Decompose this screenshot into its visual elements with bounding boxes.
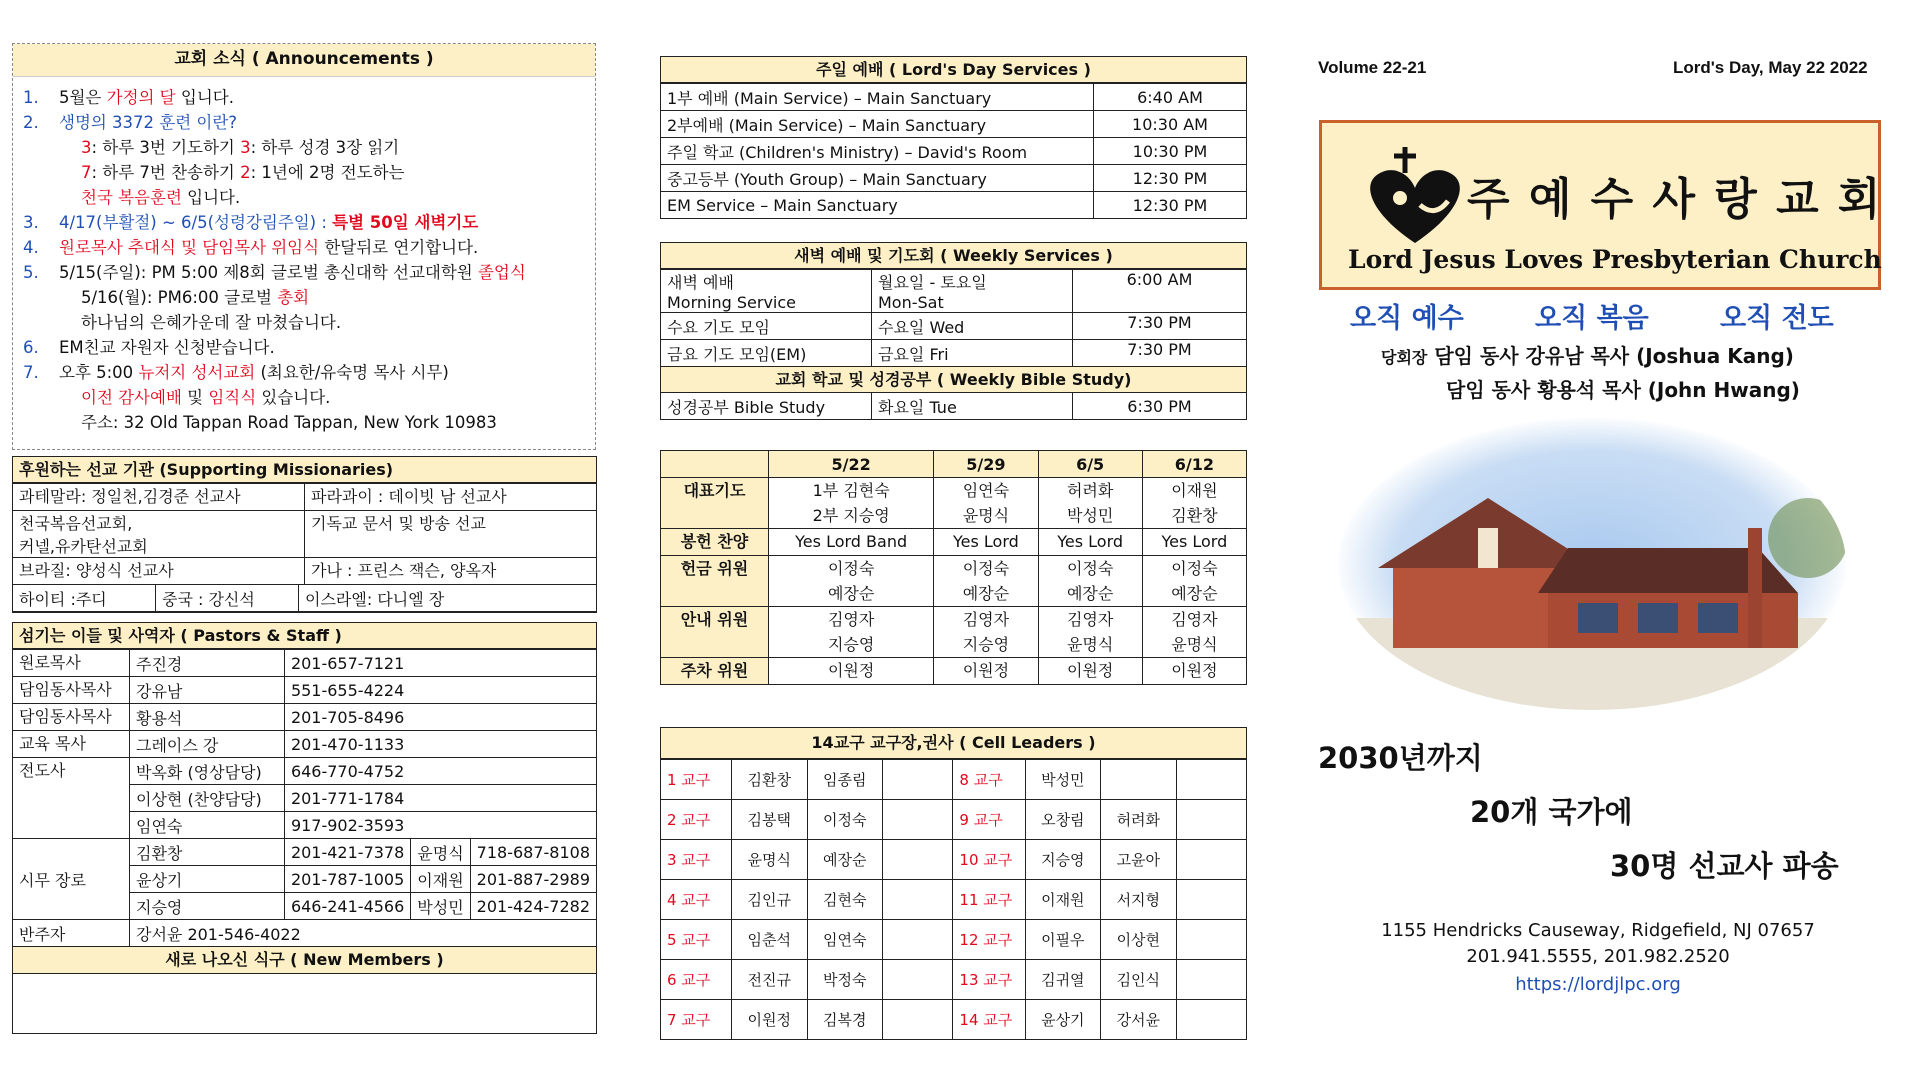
heart-cross-logo-icon (1360, 143, 1470, 253)
announcement-text: 졸업식 (477, 263, 526, 282)
volume-label: Volume 22-21 (1318, 58, 1427, 77)
duty-header-row (661, 451, 1247, 478)
announcement-text: 5/15(주일): PM 5:00 제8회 글로벌 총신대학 선교대학원 (59, 263, 478, 282)
weekly-service-name: 새벽 예배 Morning Service (661, 270, 872, 313)
bible-study-title: 교회 학교 및 성경공부 ( Weekly Bible Study) (661, 367, 1246, 393)
cell-district: 5 교구 (661, 920, 732, 960)
cell-leader (1176, 800, 1246, 840)
weekly-service-day: 금요일 Fri (872, 340, 1073, 367)
cell-leader (1176, 960, 1246, 1000)
cell-leader: 서지형 (1101, 880, 1176, 920)
cell-leader (1101, 760, 1176, 800)
announcement-line (23, 110, 595, 135)
announcement-text: 오후 5:00 (59, 363, 139, 382)
duty-cell: Yes Lord (1038, 529, 1142, 556)
bible-study-day: 화요일 Tue (872, 393, 1073, 419)
staff-phone: 201-470-1133 (284, 731, 596, 758)
announcement-text: 3 (240, 138, 251, 157)
cell-leader: 김복경 (807, 1000, 882, 1040)
weekly-service-row (661, 340, 1246, 367)
announcement-line (23, 85, 595, 110)
service-time: 12:30 PM (1094, 165, 1247, 192)
announcement-line (23, 360, 595, 385)
announcement-text: 3 (81, 138, 92, 157)
cell-district: 8 교구 (953, 760, 1025, 800)
cell-leader-row (661, 840, 1246, 880)
bible-study-name: 성경공부 Bible Study (661, 393, 872, 419)
cell-leader (1176, 840, 1246, 880)
staff-name: 강유남 (129, 677, 284, 704)
duty-cell: 이정숙 예장순 (769, 556, 934, 607)
elder-phone: 718-687-8108 (470, 839, 596, 866)
announcement-line (23, 385, 595, 410)
staff-name: 황용석 (129, 704, 284, 731)
cell-leader (1176, 1000, 1246, 1040)
cell-leader (883, 880, 953, 920)
announcement-text: 총회 (277, 288, 310, 307)
announcement-line (23, 185, 595, 210)
missionaries-box (12, 456, 597, 613)
announcement-text: 하나님의 은혜가운데 잘 마쳤습니다. (81, 313, 342, 332)
missionary-cell: 기독교 문서 및 방송 선교 (305, 511, 597, 558)
announcement-line (23, 235, 595, 260)
staff-role: 원로목사 (13, 650, 129, 677)
weekly-services-box (660, 242, 1247, 420)
missionary-cell: 하이티 :주디 (13, 585, 156, 612)
staff-phone: 201-771-1784 (284, 785, 596, 812)
cell-leader (883, 960, 953, 1000)
announcement-line (23, 160, 595, 185)
announcement-text: 주소: 32 Old Tappan Road Tappan, New York 10983 (81, 413, 497, 432)
cell-leader: 임춘석 (732, 920, 807, 960)
announcement-text: 4/17(부활절) ~ 6/5(성령강림주일) : (59, 213, 333, 232)
sunday-services-table (661, 83, 1246, 218)
cell-leaders-table (661, 759, 1246, 1039)
logo-english: Lord Jesus Loves Presbyterian Church (1348, 245, 1882, 274)
cell-leader-row (661, 800, 1246, 840)
service-name: 주일 학교 (Children's Ministry) – David's Room (661, 138, 1094, 165)
cell-leader: 윤명식 (732, 840, 807, 880)
sunday-service-row (661, 111, 1246, 138)
duty-label: 안내 위원 (661, 607, 769, 658)
cell-leader (883, 760, 953, 800)
cell-leader: 김환창 (732, 760, 807, 800)
duty-cell: 이원정 (1038, 658, 1142, 685)
sunday-service-row (661, 84, 1246, 111)
announcement-text: : 1년에 2명 전도하는 (250, 163, 405, 182)
pastor-1: 담임 동사 강유남 목사 (Joshua Kang) (1434, 344, 1794, 368)
duty-label: 봉헌 찬양 (661, 529, 769, 556)
weekly-service-day: 월요일 - 토요일 Mon-Sat (872, 270, 1073, 313)
announcement-text: 한달뒤로 연기합니다. (319, 238, 479, 257)
announcement-text: 임직식 (208, 388, 257, 407)
cell-district: 10 교구 (953, 840, 1025, 880)
duty-label: 주차 위원 (661, 658, 769, 685)
church-building-icon (1338, 418, 1846, 710)
weekly-services-table (661, 269, 1246, 367)
sunday-service-row (661, 192, 1246, 219)
cell-leader: 이필우 (1025, 920, 1100, 960)
sunday-service-row (661, 165, 1246, 192)
duty-cell: 이원정 (769, 658, 934, 685)
announcement-line (23, 285, 595, 310)
elder-phone: 201-421-7378 (284, 839, 410, 866)
weekly-service-time: 7:30 PM (1073, 313, 1247, 340)
service-time: 12:30 PM (1094, 192, 1247, 219)
church-photo (1338, 418, 1846, 710)
cell-district: 14 교구 (953, 1000, 1025, 1040)
service-time: 6:40 AM (1094, 84, 1247, 111)
motto-3: 오직 전도 (1720, 303, 1834, 334)
cell-district: 1 교구 (661, 760, 732, 800)
weekly-service-time: 7:30 PM (1073, 340, 1247, 367)
cell-leader: 김귀열 (1025, 960, 1100, 1000)
cell-district: 12 교구 (953, 920, 1025, 960)
elder-phone: 646-241-4566 (284, 893, 410, 920)
cell-leader (883, 1000, 953, 1040)
staff-phone: 201-657-7121 (284, 650, 596, 677)
missionary-row (13, 511, 596, 558)
staff-row (13, 650, 596, 677)
cell-leader: 임종림 (807, 760, 882, 800)
pastor-prefix: 당회장 (1381, 348, 1428, 367)
vision-line-3: 30명 선교사 파송 (1610, 849, 1839, 883)
cell-leader: 지승영 (1025, 840, 1100, 880)
duty-row (661, 607, 1247, 658)
staff-row (13, 677, 596, 704)
announcement-number: 4. (23, 238, 39, 257)
staff-row (13, 731, 596, 758)
elder-name: 윤명식 (411, 839, 470, 866)
staff-role: 전도사 (13, 758, 129, 839)
cell-leader-row (661, 880, 1246, 920)
staff-name: 이상현 (찬양담당) (129, 785, 284, 812)
cell-leader: 박정숙 (807, 960, 882, 1000)
logo-korean: 주 예 수 사 랑 교 회 (1467, 174, 1883, 225)
cell-leader: 김인식 (1101, 960, 1176, 1000)
cell-leader: 이재원 (1025, 880, 1100, 920)
duty-date: 6/5 (1038, 451, 1142, 478)
cell-leader (1176, 880, 1246, 920)
weekly-services-title: 새벽 예배 및 기도회 ( Weekly Services ) (661, 243, 1246, 269)
announcement-line (23, 135, 595, 160)
cell-district: 2 교구 (661, 800, 732, 840)
pastor-line-1 (1381, 340, 1794, 369)
missionaries-last-row (13, 585, 596, 612)
staff-name: 박옥화 (영상담당) (129, 758, 284, 785)
missionary-cell: 과테말라: 정일천,김경준 선교사 (13, 484, 305, 511)
cell-leader: 김현숙 (807, 880, 882, 920)
elder-phone: 201-887-2989 (470, 866, 596, 893)
weekly-service-time: 6:00 AM (1073, 270, 1247, 313)
elder-name: 김환창 (129, 839, 284, 866)
announcement-text: 7 (81, 163, 92, 182)
staff-role: 교육 목사 (13, 731, 129, 758)
announcement-text: 뉴저지 성서교회 (138, 363, 256, 382)
duty-cell: 이재원 김환창 (1142, 478, 1246, 529)
duty-label: 헌금 위원 (661, 556, 769, 607)
announcement-line (23, 410, 595, 435)
weekly-service-row (661, 313, 1246, 340)
staff-role: 담임동사목사 (13, 704, 129, 731)
weekly-service-day: 수요일 Wed (872, 313, 1073, 340)
announcement-line (23, 310, 595, 335)
duty-row (661, 658, 1247, 685)
staff-name: 임연숙 (129, 812, 284, 839)
cell-leader: 이원정 (732, 1000, 807, 1040)
weekly-service-name: 수요 기도 모임 (661, 313, 872, 340)
cell-leader-row (661, 960, 1246, 1000)
elder-name: 윤상기 (129, 866, 284, 893)
weekly-service-name: 금요 기도 모임(EM) (661, 340, 872, 367)
new-members-title: 새로 나오신 식구 ( New Members ) (13, 947, 596, 974)
cell-leader: 이정숙 (807, 800, 882, 840)
duty-date: 5/22 (769, 451, 934, 478)
missionaries-title: 후원하는 선교 기관 (Supporting Missionaries) (13, 457, 596, 483)
announcement-number: 7. (23, 363, 39, 382)
announcement-text: 가정의 달 (106, 88, 176, 107)
duty-cell: 1부 김현숙 2부 지승영 (769, 478, 934, 529)
cell-leader: 박성민 (1025, 760, 1100, 800)
church-address: 1155 Hendricks Causeway, Ridgefield, NJ 07657 (1381, 920, 1815, 941)
announcements-title: 교회 소식 ( Announcements ) (13, 44, 595, 77)
duty-cell: Yes Lord Band (769, 529, 934, 556)
cell-leader: 허려화 (1101, 800, 1176, 840)
announcement-text: 5/16(월): PM6:00 글로벌 (81, 288, 278, 307)
missionary-cell: 브라질: 양성식 선교사 (13, 558, 305, 585)
service-time: 10:30 PM (1094, 138, 1247, 165)
cell-leader: 오창림 (1025, 800, 1100, 840)
duty-date: 5/29 (934, 451, 1038, 478)
cell-leader-row (661, 920, 1246, 960)
duty-box (660, 450, 1247, 685)
elder-phone: 201-787-1005 (284, 866, 410, 893)
cell-leaders-title: 14교구 교구장,권사 ( Cell Leaders ) (661, 728, 1246, 759)
elder-row (13, 839, 596, 866)
duty-table (660, 450, 1247, 685)
missionary-row (13, 558, 596, 585)
staff-title: 섬기는 이들 및 사역자 ( Pastors & Staff ) (13, 623, 596, 649)
duty-cell: 김영자 윤명식 (1142, 607, 1246, 658)
cell-leader (883, 800, 953, 840)
staff-role: 반주자 (13, 920, 129, 947)
cell-leader: 김봉택 (732, 800, 807, 840)
announcement-number: 6. (23, 338, 39, 357)
duty-cell: 이원정 (934, 658, 1038, 685)
service-name: 1부 예배 (Main Service) – Main Sanctuary (661, 84, 1094, 111)
staff-name: 주진경 (129, 650, 284, 677)
cell-district: 13 교구 (953, 960, 1025, 1000)
pastor-line-2: 담임 동사 황용석 목사 (John Hwang) (1446, 378, 1800, 402)
church-url-link[interactable]: https://lordjlpc.org (1515, 974, 1681, 995)
announcement-text: : 하루 성경 3장 읽기 (250, 138, 400, 157)
announcement-number: 5. (23, 263, 39, 282)
announcement-text: EM친교 자원자 신청받습니다. (59, 338, 275, 357)
staff-role: 담임동사목사 (13, 677, 129, 704)
staff-row (13, 758, 596, 785)
announcements-list (13, 77, 595, 435)
cell-leader: 윤상기 (1025, 1000, 1100, 1040)
cell-leader: 전진규 (732, 960, 807, 1000)
announcement-number: 2. (23, 113, 39, 132)
cell-leader (1176, 760, 1246, 800)
cell-leader: 임연숙 (807, 920, 882, 960)
staff-box (12, 622, 597, 947)
cell-district: 9 교구 (953, 800, 1025, 840)
announcement-text: 특별 50일 새벽기도 (332, 213, 479, 232)
bible-study-table (661, 393, 1246, 419)
duty-cell: 김영자 지승영 (769, 607, 934, 658)
duty-date: 6/12 (1142, 451, 1246, 478)
motto-2: 오직 복음 (1535, 303, 1649, 334)
duty-label: 대표기도 (661, 478, 769, 529)
announcement-text: 2 (240, 163, 251, 182)
cell-leader: 강서윤 (1101, 1000, 1176, 1040)
announcement-text: 원로목사 추대식 및 담임목사 위임식 (59, 238, 320, 257)
announcement-number: 3. (23, 213, 39, 232)
cell-district: 7 교구 (661, 1000, 732, 1040)
service-time: 10:30 AM (1094, 111, 1247, 138)
cell-district: 3 교구 (661, 840, 732, 880)
staff-row (13, 920, 596, 947)
cell-leader: 김인규 (732, 880, 807, 920)
announcement-text: 입니다. (175, 88, 234, 107)
vision-line-2: 20개 국가에 (1470, 795, 1633, 829)
announcement-text: 및 (181, 388, 209, 407)
church-logo (1319, 120, 1881, 290)
cell-leader: 예장순 (807, 840, 882, 880)
elder-phone: 201-424-7282 (470, 893, 596, 920)
cell-leader (1176, 920, 1246, 960)
elder-name: 이재원 (411, 866, 470, 893)
staff-row (13, 704, 596, 731)
duty-cell: 이원정 (1142, 658, 1246, 685)
missionaries-table (13, 483, 596, 585)
announcement-number: 1. (23, 88, 39, 107)
announcement-text: (최요한/유숙명 목사 시무) (255, 363, 449, 382)
elder-name: 지승영 (129, 893, 284, 920)
missionary-cell: 가나 : 프린스 잭슨, 양옥자 (305, 558, 597, 585)
announcement-line (23, 335, 595, 360)
staff-table (13, 649, 596, 946)
cell-leader-row (661, 1000, 1246, 1040)
duty-corner (661, 451, 769, 478)
announcement-text: : 하루 3번 기도하기 (91, 138, 241, 157)
elder-name: 박성민 (411, 893, 470, 920)
service-name: EM Service – Main Sanctuary (661, 192, 1094, 219)
cell-leader: 고윤아 (1101, 840, 1176, 880)
duty-cell: 임연숙 윤명식 (934, 478, 1038, 529)
motto-1: 오직 예수 (1350, 303, 1464, 334)
church-phones: 201.941.5555, 201.982.2520 (1466, 946, 1730, 967)
service-name: 2부예배 (Main Service) – Main Sanctuary (661, 111, 1094, 138)
sunday-services-title: 주일 예배 ( Lord's Day Services ) (661, 57, 1246, 83)
announcement-line (23, 210, 595, 235)
vision-line-1: 2030년까지 (1318, 741, 1483, 775)
staff-phone: 551-655-4224 (284, 677, 596, 704)
bible-study-time: 6:30 PM (1073, 393, 1247, 419)
cell-leaders-box (660, 727, 1247, 1040)
announcement-text: : 하루 7번 찬송하기 (91, 163, 241, 182)
announcement-text: 입니다. (181, 188, 241, 207)
staff-phone: 917-902-3593 (284, 812, 596, 839)
cell-district: 11 교구 (953, 880, 1025, 920)
cell-leader-row (661, 760, 1246, 800)
missionary-cell: 천국복음선교회, 커넬,유카탄선교회 (13, 511, 305, 558)
cell-district: 4 교구 (661, 880, 732, 920)
announcement-line (23, 260, 595, 285)
duty-cell: 이정숙 예장순 (1142, 556, 1246, 607)
weekly-service-row (661, 270, 1246, 313)
missionary-cell: 이스라엘: 다니엘 장 (299, 585, 597, 612)
announcement-text: 5월은 (59, 88, 107, 107)
announcements-box (12, 43, 596, 450)
duty-cell: 이정숙 예장순 (1038, 556, 1142, 607)
duty-cell: 허려화 박성민 (1038, 478, 1142, 529)
duty-cell: Yes Lord (1142, 529, 1246, 556)
cell-leader (883, 840, 953, 880)
duty-row (661, 478, 1247, 529)
sunday-services-box (660, 56, 1247, 219)
missionary-cell: 중국 : 강신석 (156, 585, 299, 612)
duty-cell: 김영자 윤명식 (1038, 607, 1142, 658)
staff-role: 시무 장로 (13, 839, 129, 920)
announcement-text: 이전 감사예배 (81, 388, 182, 407)
cell-leader: 이상현 (1101, 920, 1176, 960)
announcement-text: 천국 복음훈련 (81, 188, 182, 207)
cell-leader (883, 920, 953, 960)
duty-cell: Yes Lord (934, 529, 1038, 556)
service-name: 중고등부 (Youth Group) – Main Sanctuary (661, 165, 1094, 192)
sunday-service-row (661, 138, 1246, 165)
duty-cell: 김영자 지승영 (934, 607, 1038, 658)
announcement-text: 있습니다. (256, 388, 331, 407)
new-members-box (12, 946, 597, 1034)
staff-phone: 646-770-4752 (284, 758, 596, 785)
staff-phone: 201-705-8496 (284, 704, 596, 731)
duty-row (661, 556, 1247, 607)
staff-name: 강서윤 201-546-4022 (129, 920, 596, 947)
missionary-row (13, 484, 596, 511)
announcement-text: 생명의 3372 훈련 이란? (59, 113, 238, 132)
missionary-cell: 파라과이 : 데이빗 남 선교사 (305, 484, 597, 511)
staff-name: 그레이스 강 (129, 731, 284, 758)
cell-district: 6 교구 (661, 960, 732, 1000)
duty-row (661, 529, 1247, 556)
duty-cell: 이정숙 예장순 (934, 556, 1038, 607)
date-label: Lord's Day, May 22 2022 (1673, 58, 1868, 77)
